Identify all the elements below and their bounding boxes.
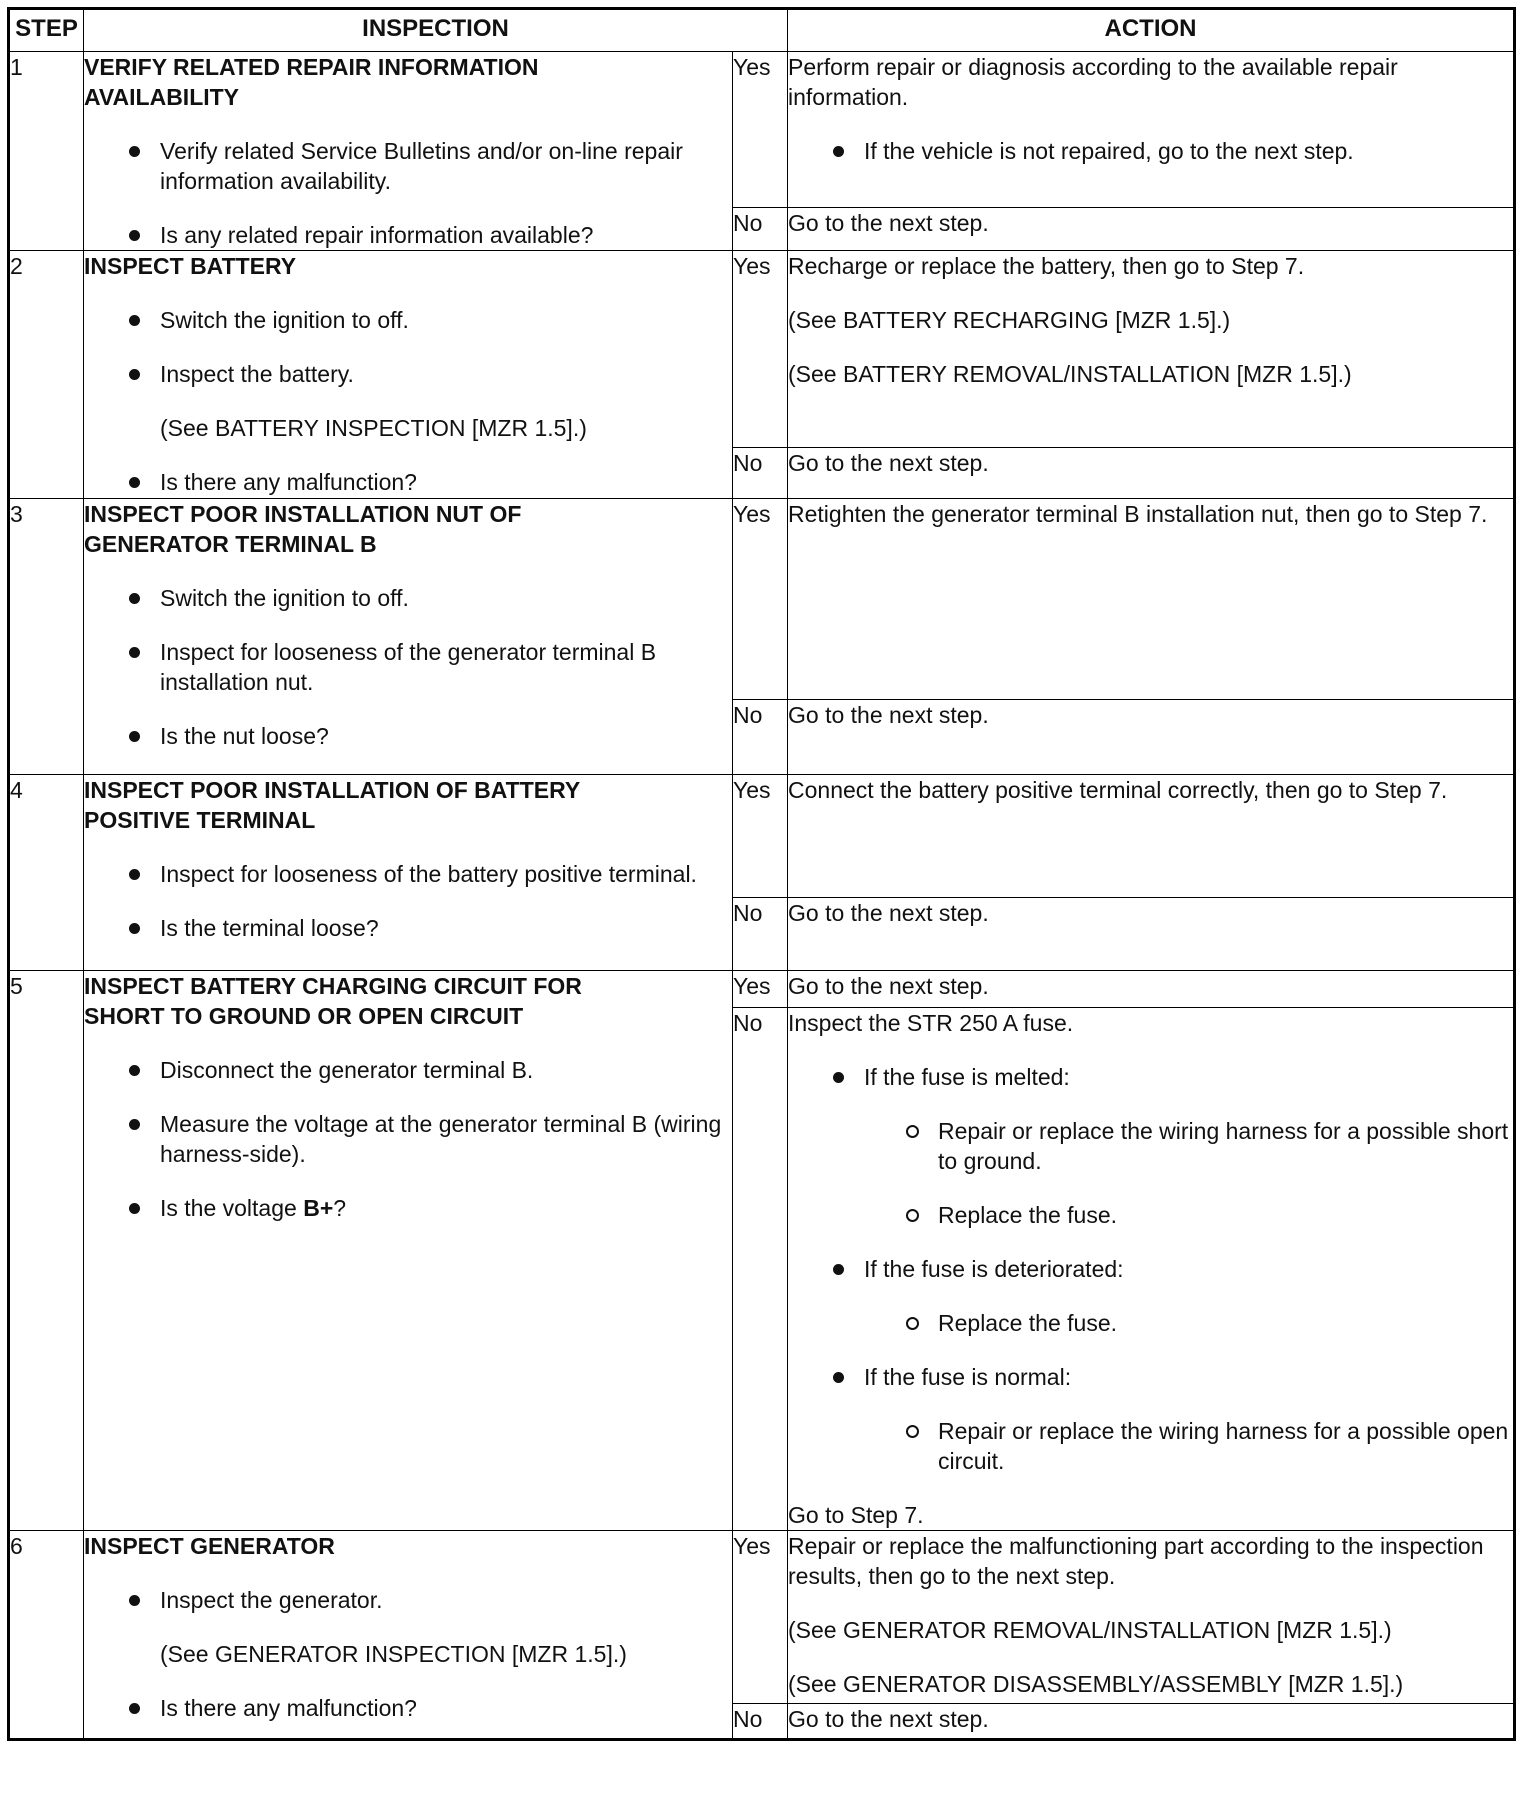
step-number: 4 [9, 775, 84, 971]
circle-bullet-icon [906, 1209, 919, 1222]
bullet-text: Replace the fuse. [938, 1310, 1118, 1336]
action-text: Perform repair or diagnosis according to the available repair information. [788, 54, 1398, 110]
bullet-text: Verify related Service Bulletins and/or on-line repair information availability. [160, 138, 683, 194]
action-text: Recharge or replace the battery, then go to Step 7. [788, 253, 1305, 279]
bullet-icon [129, 647, 140, 658]
bullet-icon [129, 1065, 140, 1076]
no-action: Go to the next step. [788, 208, 1515, 251]
reference-note: (See BATTERY INSPECTION [MZR 1.5].) [160, 415, 587, 441]
inspection-bullet [84, 359, 732, 389]
no-label: No [733, 1704, 788, 1740]
step-title-line: INSPECT POOR INSTALLATION OF BATTERY [84, 777, 581, 803]
bullet-icon [129, 923, 140, 934]
step-number: 2 [9, 251, 84, 499]
bullet-text: If the fuse is melted: [864, 1064, 1070, 1090]
bullet-text: Measure the voltage at the generator terminal B (wiring harness-side). [160, 1111, 722, 1167]
inspection-bullet [84, 1055, 732, 1085]
yes-action [788, 1531, 1515, 1704]
inspection-bullet [84, 136, 732, 196]
step-1-inspection [84, 52, 733, 251]
inspection-bullet [84, 305, 732, 335]
bullet-text: Inspect for looseness of the generator terminal B installation nut. [160, 639, 657, 695]
step-number: 3 [9, 499, 84, 775]
bullet-icon [129, 869, 140, 880]
step-title-line: AVAILABILITY [84, 84, 240, 110]
yes-action: Retighten the generator terminal B installation nut, then go to Step 7. [788, 499, 1515, 700]
bullet-icon [833, 1372, 844, 1383]
yes-label: Yes [733, 499, 788, 700]
reference-note: (See BATTERY REMOVAL/INSTALLATION [MZR 1.5].) [788, 361, 1352, 387]
reference-note: (See GENERATOR INSPECTION [MZR 1.5].) [160, 1641, 627, 1667]
yes-action [788, 52, 1515, 208]
inspection-question [84, 467, 732, 497]
step-title-line: GENERATOR TERMINAL B [84, 531, 377, 557]
step-4-yes-row [9, 775, 1515, 898]
bullet-icon [129, 1595, 140, 1606]
inspection-question [84, 220, 732, 250]
bullet-icon [833, 146, 844, 157]
inspection-question [84, 913, 732, 943]
bullet-text: Switch the ignition to off. [160, 307, 409, 333]
bullet-text: Switch the ignition to off. [160, 585, 409, 611]
bullet-icon [129, 315, 140, 326]
action-sub-bullet [788, 1116, 1513, 1176]
no-action [788, 1008, 1515, 1531]
step-title-line: INSPECT POOR INSTALLATION NUT OF [84, 501, 522, 527]
bullet-text: Disconnect the generator terminal B. [160, 1057, 534, 1083]
step-title-line: POSITIVE TERMINAL [84, 807, 316, 833]
inspection-bullet [84, 1109, 732, 1169]
reference-note: (See GENERATOR DISASSEMBLY/ASSEMBLY [MZR 1.5].) [788, 1671, 1404, 1697]
inspection-question [84, 1693, 732, 1723]
step-5-yes-row [9, 971, 1515, 1008]
bullet-text: ? [333, 1195, 347, 1221]
bullet-text: Is the voltage [160, 1195, 304, 1221]
inspection-bullet [84, 637, 732, 697]
inspection-question [84, 1193, 732, 1223]
step-3-inspection [84, 499, 733, 775]
action-text: Repair or replace the malfunctioning part according to the inspection results, then go to the next step. [788, 1533, 1484, 1589]
bullet-text: Is the terminal loose? [160, 915, 379, 941]
circle-bullet-icon [906, 1125, 919, 1138]
bullet-icon [129, 1119, 140, 1130]
reference-note: (See BATTERY RECHARGING [MZR 1.5].) [788, 307, 1231, 333]
step-number: 1 [9, 52, 84, 251]
bullet-text: Repair or replace the wiring harness for a possible open circuit. [938, 1418, 1509, 1474]
yes-action [788, 251, 1515, 448]
step-6-yes-row [9, 1531, 1515, 1704]
inspection-question [84, 721, 732, 751]
bullet-icon [833, 1072, 844, 1083]
yes-action: Connect the battery positive terminal correctly, then go to Step 7. [788, 775, 1515, 898]
bullet-text: If the fuse is deteriorated: [864, 1256, 1124, 1282]
circle-bullet-icon [906, 1425, 919, 1438]
step-1-yes-row [9, 52, 1515, 208]
bullet-text: Replace the fuse. [938, 1202, 1118, 1228]
yes-action: Go to the next step. [788, 971, 1515, 1008]
step-title [84, 52, 732, 112]
step-title [84, 499, 732, 559]
step-title-line: SHORT TO GROUND OR OPEN CIRCUIT [84, 1003, 524, 1029]
no-label: No [733, 1008, 788, 1531]
no-action: Go to the next step. [788, 700, 1515, 775]
no-action: Go to the next step. [788, 448, 1515, 499]
header-step: STEP [9, 9, 84, 52]
header-row [9, 9, 1515, 52]
step-title: INSPECT BATTERY [84, 253, 297, 279]
step-number: 5 [9, 971, 84, 1531]
circle-bullet-icon [906, 1317, 919, 1330]
yes-label: Yes [733, 971, 788, 1008]
yes-label: Yes [733, 52, 788, 208]
yes-label: Yes [733, 775, 788, 898]
yes-label: Yes [733, 1531, 788, 1704]
step-4-inspection [84, 775, 733, 971]
bullet-text: Inspect the generator. [160, 1587, 383, 1613]
reference-note: (See GENERATOR REMOVAL/INSTALLATION [MZR 1.5].) [788, 1617, 1392, 1643]
bullet-text: Is the nut loose? [160, 723, 329, 749]
bullet-text: If the fuse is normal: [864, 1364, 1072, 1390]
action-text: Go to Step 7. [788, 1502, 924, 1528]
bullet-text: If the vehicle is not repaired, go to the next step. [864, 138, 1354, 164]
action-sub-bullet [788, 1308, 1513, 1338]
action-text: Inspect the STR 250 A fuse. [788, 1010, 1074, 1036]
diagnostic-table [7, 7, 1516, 1741]
bullet-icon [129, 593, 140, 604]
bullet-text: Inspect the battery. [160, 361, 354, 387]
action-bullet [788, 1062, 1513, 1092]
bullet-text: Is there any malfunction? [160, 1695, 417, 1721]
action-bullet [788, 136, 1513, 166]
action-sub-bullet [788, 1416, 1513, 1476]
bullet-text: Inspect for looseness of the battery positive terminal. [160, 861, 697, 887]
bullet-text-bold: B+ [303, 1195, 334, 1221]
bullet-icon [129, 477, 140, 488]
bullet-icon [129, 731, 140, 742]
yes-label: Yes [733, 251, 788, 448]
step-3-yes-row [9, 499, 1515, 700]
header-inspection: INSPECTION [84, 9, 788, 52]
step-title-line: INSPECT BATTERY CHARGING CIRCUIT FOR [84, 973, 582, 999]
no-action: Go to the next step. [788, 898, 1515, 971]
no-action: Go to the next step. [788, 1704, 1515, 1740]
step-6-inspection [84, 1531, 733, 1740]
step-5-inspection [84, 971, 733, 1531]
action-bullet [788, 1362, 1513, 1392]
bullet-text: Is there any malfunction? [160, 469, 417, 495]
action-sub-bullet [788, 1200, 1513, 1230]
action-bullet [788, 1254, 1513, 1284]
step-2-inspection [84, 251, 733, 499]
header-action: ACTION [788, 9, 1515, 52]
inspection-bullet [84, 1585, 732, 1615]
step-number: 6 [9, 1531, 84, 1740]
no-label: No [733, 208, 788, 251]
step-title: INSPECT GENERATOR [84, 1533, 335, 1559]
inspection-bullet [84, 583, 732, 613]
step-title [84, 971, 732, 1031]
inspection-bullet [84, 859, 732, 889]
bullet-text: Repair or replace the wiring harness for a possible short to ground. [938, 1118, 1509, 1174]
step-title-line: VERIFY RELATED REPAIR INFORMATION [84, 54, 539, 80]
bullet-icon [129, 369, 140, 380]
bullet-icon [833, 1264, 844, 1275]
no-label: No [733, 898, 788, 971]
bullet-icon [129, 1703, 140, 1714]
bullet-text: Is any related repair information available? [160, 222, 594, 248]
no-label: No [733, 448, 788, 499]
step-title [84, 775, 732, 835]
step-2-yes-row [9, 251, 1515, 448]
no-label: No [733, 700, 788, 775]
bullet-icon [129, 146, 140, 157]
bullet-icon [129, 230, 140, 241]
bullet-icon [129, 1203, 140, 1214]
